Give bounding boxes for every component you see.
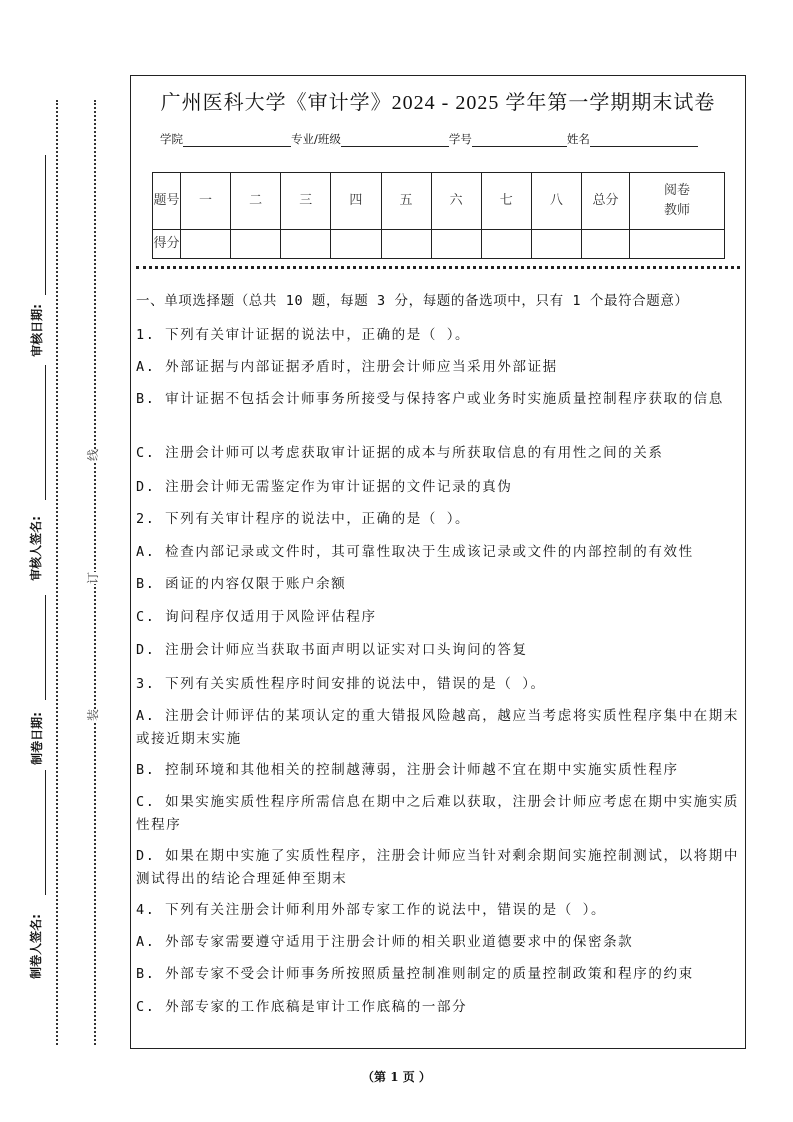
option: D. 如果在期中实施了实质性程序，注册会计师应当针对剩余期间实施控制测试，以将期中测试得出的结论合理延伸至期末 [136,848,739,887]
binding-mark-staple: 订 [86,571,101,585]
option: B. 审计证据不包括会计师事务所接受与保持客户或业务时实施质量控制程序获取的信息 [136,391,724,407]
col-header-total: 总分 [582,173,630,230]
score-cell[interactable] [431,229,481,258]
exam-title: 广州医科大学《审计学》2024 - 2025 学年第一学期期末试卷 [160,92,716,114]
option: A. 检查内部记录或文件时，其可靠性取决于生成该记录或文件的内部控制的有效性 [136,544,694,560]
score-cell[interactable] [630,229,725,258]
option: C. 询问程序仅适用于风险评估程序 [136,609,377,625]
binding-mark-line: 线 [86,448,101,462]
question-2: 2. 下列有关审计程序的说法中，正确的是（ ）。 [136,511,471,527]
col-header: 六 [431,173,481,230]
college-field[interactable] [183,133,291,147]
question-number-label: 题号 [153,173,181,230]
col-header: 二 [231,173,281,230]
name-label: 姓名 [566,132,590,146]
review-date-line [45,155,46,295]
score-cell[interactable] [231,229,281,258]
score-cell[interactable] [331,229,381,258]
question-3: 3. 下列有关实质性程序时间安排的说法中，错误的是（ ）。 [136,676,546,692]
col-header: 一 [181,173,231,230]
dotted-separator [136,266,740,269]
option: C. 如果实施实质性程序所需信息在期中之后难以获取，注册会计师应考虑在期中实施实质性程序 [136,794,739,833]
question-1: 1. 下列有关审计证据的说法中，正确的是（ ）。 [136,327,471,343]
paper-maker-signature-line [45,770,46,895]
option: A. 注册会计师评估的某项认定的重大错报风险越高，越应当考虑将实质性程序集中在期末或接近期末实施 [136,708,739,747]
paper-date-label: 制卷日期: [29,712,44,765]
major-class-field[interactable] [341,133,449,147]
score-cell[interactable] [281,229,331,258]
score-cell[interactable] [481,229,531,258]
binding-mark-bind: 装 [86,708,101,722]
option: A. 外部证据与内部证据矛盾时，注册会计师应当采用外部证据 [136,359,558,375]
option: A. 外部专家需要遵守适用于注册会计师的相关职业道德要求中的保密条款 [136,934,634,950]
reviewer-signature-line [45,365,46,500]
question-4: 4. 下列有关注册会计师利用外部专家工作的说法中，错误的是（ ）。 [136,902,607,918]
option: D. 注册会计师无需鉴定作为审计证据的文件记录的真伪 [136,479,513,495]
student-id-field[interactable] [472,133,567,147]
score-cell[interactable] [381,229,431,258]
option: D. 注册会计师应当获取书面声明以证实对口头询问的答复 [136,642,528,658]
student-info-fields [160,131,698,147]
option: B. 函证的内容仅限于账户余额 [136,576,347,592]
score-row [153,229,725,258]
col-header: 四 [331,173,381,230]
score-cell[interactable] [181,229,231,258]
col-header: 八 [531,173,581,230]
college-label: 学院 [160,132,183,146]
paper-date-line [45,595,46,700]
binding-dotted-line-outer [56,100,58,1045]
question-number-row [153,173,725,230]
major-class-label: 专业/班级 [291,132,341,146]
review-date-label: 审核日期: [29,304,44,357]
col-header: 七 [481,173,531,230]
page-number: （第 1 页 ） [362,1070,431,1084]
score-cell[interactable] [582,229,630,258]
col-header: 三 [281,173,331,230]
section-heading: 一、单项选择题（总共 10 题，每题 3 分，每题的备选项中，只有 1 个最符合题意） [136,293,689,309]
col-header-grader: 阅卷教师 [630,173,725,230]
col-header: 五 [381,173,431,230]
paper-maker-signature-label: 制卷人签名: [28,914,43,979]
option: C. 注册会计师可以考虑获取审计证据的成本与所获取信息的有用性之间的关系 [136,445,664,461]
score-cell[interactable] [531,229,581,258]
score-label: 得分 [153,229,181,258]
option: C. 外部专家的工作底稿是审计工作底稿的一部分 [136,999,468,1015]
option: B. 控制环境和其他相关的控制越薄弱，注册会计师越不宜在期中实施实质性程序 [136,762,679,778]
name-field[interactable] [590,133,698,147]
student-id-label: 学号 [448,132,472,146]
reviewer-signature-label: 审核人签名: [28,516,43,581]
option: B. 外部专家不受会计师事务所按照质量控制准则制定的质量控制政策和程序的约束 [136,966,694,982]
score-table [152,172,725,259]
